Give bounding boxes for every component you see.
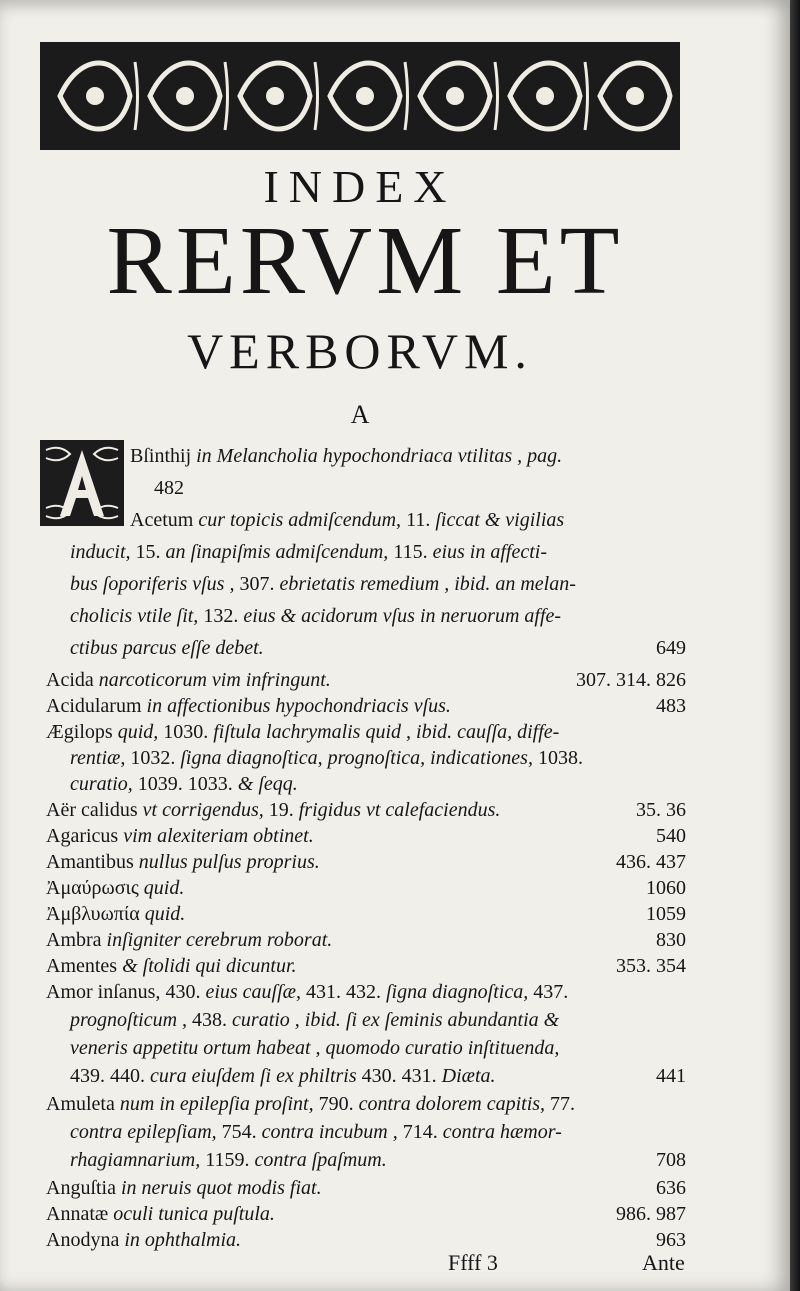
entry-text: 754. bbox=[221, 1121, 262, 1143]
entry-text: 1039. 1033. bbox=[137, 773, 238, 795]
entry-text-italic: contra incubum , bbox=[261, 1121, 403, 1143]
entry-text: 1038. bbox=[537, 747, 583, 769]
decorated-initial-a bbox=[40, 440, 124, 526]
entry-text-italic: oculi tunica puſtula. bbox=[113, 1203, 275, 1225]
page-reference: 830 bbox=[656, 929, 686, 951]
entry-text: 437. bbox=[533, 981, 569, 1003]
page-edge-shadow bbox=[790, 0, 800, 1291]
entry-text-italic: in ophthalmia. bbox=[124, 1229, 241, 1251]
entry-text-italic: inducit, bbox=[70, 541, 136, 563]
page-reference: 436. 437 bbox=[616, 851, 686, 873]
entry-text: 11. bbox=[406, 509, 436, 531]
entry-text: Annatæ bbox=[46, 1203, 114, 1225]
entry-text: 132. bbox=[203, 605, 244, 627]
index-line bbox=[70, 568, 686, 600]
entry-text-italic: curatio, bbox=[70, 773, 138, 795]
entry-text-italic: quid, bbox=[117, 721, 164, 743]
index-line bbox=[70, 600, 686, 632]
entry-text: 1030. bbox=[163, 721, 214, 743]
entry-text-italic: ſiccat & vigilias bbox=[435, 509, 565, 531]
entry-text: Ambra bbox=[46, 929, 107, 951]
entry-text-italic: cholicis vtile ſit, bbox=[70, 605, 204, 627]
page-reference: 963 bbox=[656, 1229, 686, 1251]
page-reference: 540 bbox=[656, 825, 686, 847]
entry-text-italic: prognoſticum , bbox=[70, 1009, 193, 1031]
entry-text-italic: fiſtula lachrymalis quid , ibid. cauſſa, diffe- bbox=[213, 721, 560, 743]
entry-text-italic: Diæta. bbox=[441, 1065, 496, 1087]
page-reference: 307. 314. 826 bbox=[576, 669, 686, 691]
entry-text-italic: eius & acidorum vſus in neruorum affe- bbox=[243, 605, 562, 627]
entry-text-italic: in Melancholia hypochondriaca vtilitas , pag. bbox=[196, 445, 563, 467]
entry-text: Acetum bbox=[130, 509, 199, 531]
entry-text: Amuleta bbox=[46, 1093, 120, 1115]
page-reference: 483 bbox=[656, 695, 686, 717]
entry-text-italic: vim alexiteriam obtinet. bbox=[123, 825, 314, 847]
entry-text-italic: vt corrigendus, bbox=[142, 799, 269, 821]
entry-text-italic: rhagiamnarium, bbox=[70, 1149, 206, 1171]
entry-text: Amentes bbox=[46, 955, 123, 977]
entry-text: Ἀμβλυωπία bbox=[46, 903, 145, 925]
entry-text-italic: eius in affecti- bbox=[432, 541, 547, 563]
entry-text-italic: contra epilepſiam, bbox=[70, 1121, 222, 1143]
entry-text-italic: frigidus vt calefaciendus. bbox=[298, 799, 501, 821]
entry-text-italic: an ſinapiſmis admiſcendum, bbox=[165, 541, 394, 563]
entry-text: 438. bbox=[192, 1009, 233, 1031]
index-line bbox=[70, 536, 686, 568]
entry-text: Ἀμαύρωσις bbox=[46, 877, 144, 899]
index-line bbox=[70, 632, 686, 664]
entry-text-italic: in neruis quot modis fiat. bbox=[121, 1177, 322, 1199]
entry-text: Amor inſanus, bbox=[46, 981, 166, 1003]
entry-text: Acidularum bbox=[46, 695, 147, 717]
page-reference: 708 bbox=[656, 1149, 686, 1171]
entry-text-italic: contra dolorem capitis, bbox=[358, 1093, 551, 1115]
entry-text-italic: & ſeqq. bbox=[237, 773, 298, 795]
entry-text-italic: nullus pulſus proprius. bbox=[138, 851, 320, 873]
entry-text: Bſinthij bbox=[130, 445, 197, 467]
page-reference: 1059 bbox=[646, 903, 686, 925]
entry-text-italic: veneris appetitu ortum habeat , quomodo curatio inſtituenda, bbox=[70, 1037, 560, 1059]
entry-text: 714. bbox=[402, 1121, 443, 1143]
index-title: INDEX bbox=[263, 161, 457, 212]
entry-text: 430. 431. bbox=[361, 1065, 442, 1087]
entry-text-italic: & ſtolidi qui dicuntur. bbox=[122, 955, 297, 977]
entry-text: 790. bbox=[318, 1093, 359, 1115]
entry-text-italic: curatio , ibid. ſi ex ſeminis abundantia & bbox=[232, 1009, 560, 1031]
entry-text: 115. bbox=[393, 541, 433, 563]
entry-text-italic: rentiæ, bbox=[70, 747, 131, 769]
page-reference: 649 bbox=[656, 637, 686, 659]
entry-text-italic: contra ſpaſmum. bbox=[254, 1149, 387, 1171]
decorative-headpiece bbox=[40, 42, 680, 150]
entry-text-italic: cur topicis admiſcendum, bbox=[198, 509, 407, 531]
entry-text: 439. 440. bbox=[70, 1065, 150, 1087]
entry-text: 307. bbox=[239, 573, 280, 595]
entry-text: 431. 432. bbox=[305, 981, 386, 1003]
entry-text: Agaricus bbox=[46, 825, 124, 847]
index-line bbox=[130, 440, 686, 472]
catchword: Ante bbox=[642, 1250, 685, 1275]
page-reference: 636 bbox=[656, 1177, 686, 1199]
page-reference: 353. 354 bbox=[616, 955, 686, 977]
entry-text-italic: ctibus parcus eſſe debet. bbox=[70, 637, 264, 659]
entry-text-italic: ſigna diagnoſtica, prognoſtica, indicationes, bbox=[180, 747, 538, 769]
entry-text-italic: in affectionibus hypochondriacis vſus. bbox=[146, 695, 451, 717]
entry-text-italic: ebrietatis remedium , ibid. an melan- bbox=[279, 573, 576, 595]
page-reference: 441 bbox=[656, 1065, 686, 1087]
entry-text-italic: narcoticorum vim infringunt. bbox=[98, 669, 331, 691]
entry-text: 1159. bbox=[205, 1149, 255, 1171]
entry-text-italic: cura eiuſdem ſi ex philtris bbox=[150, 1065, 362, 1087]
page-footer bbox=[0, 1250, 720, 1282]
index-title-sub: VERBORVM. bbox=[187, 323, 533, 379]
entry-text: Amantibus bbox=[46, 851, 139, 873]
entry-text: 15. bbox=[135, 541, 166, 563]
entry-text: 77. bbox=[550, 1093, 576, 1115]
page-reference: 35. 36 bbox=[636, 799, 686, 821]
entry-text: Anodyna bbox=[46, 1229, 125, 1251]
entry-text: Aër calidus bbox=[46, 799, 143, 821]
entry-text: Ægilops bbox=[46, 721, 118, 743]
page-reference: 986. 987 bbox=[616, 1203, 686, 1225]
signature-mark: Ffff 3 bbox=[448, 1250, 498, 1275]
entry-text-italic: contra hæmor- bbox=[442, 1121, 562, 1143]
entry-text: 430. bbox=[165, 981, 206, 1003]
entry-text: 19. bbox=[268, 799, 299, 821]
index-line bbox=[154, 472, 686, 504]
index-line bbox=[130, 504, 686, 536]
entry-text: 1032. bbox=[130, 747, 181, 769]
entry-text: Anguſtia bbox=[46, 1177, 121, 1199]
section-letter: A bbox=[350, 400, 370, 429]
entry-text-italic: ſigna diagnoſtica, bbox=[385, 981, 534, 1003]
index-title-main: RERVM ET bbox=[106, 207, 624, 315]
entry-text: Acida bbox=[46, 669, 99, 691]
entry-text-italic: eius cauſſæ, bbox=[205, 981, 306, 1003]
entry-text: 482 bbox=[154, 477, 184, 499]
entry-text-italic: quid. bbox=[143, 877, 185, 899]
entry-text-italic: num in epilepſia proſint, bbox=[119, 1093, 319, 1115]
page-reference: 1060 bbox=[646, 877, 686, 899]
entry-text-italic: bus ſoporiferis vſus , bbox=[70, 573, 240, 595]
entry-text-italic: inſigniter cerebrum roborat. bbox=[106, 929, 333, 951]
entry-text-italic: quid. bbox=[144, 903, 186, 925]
